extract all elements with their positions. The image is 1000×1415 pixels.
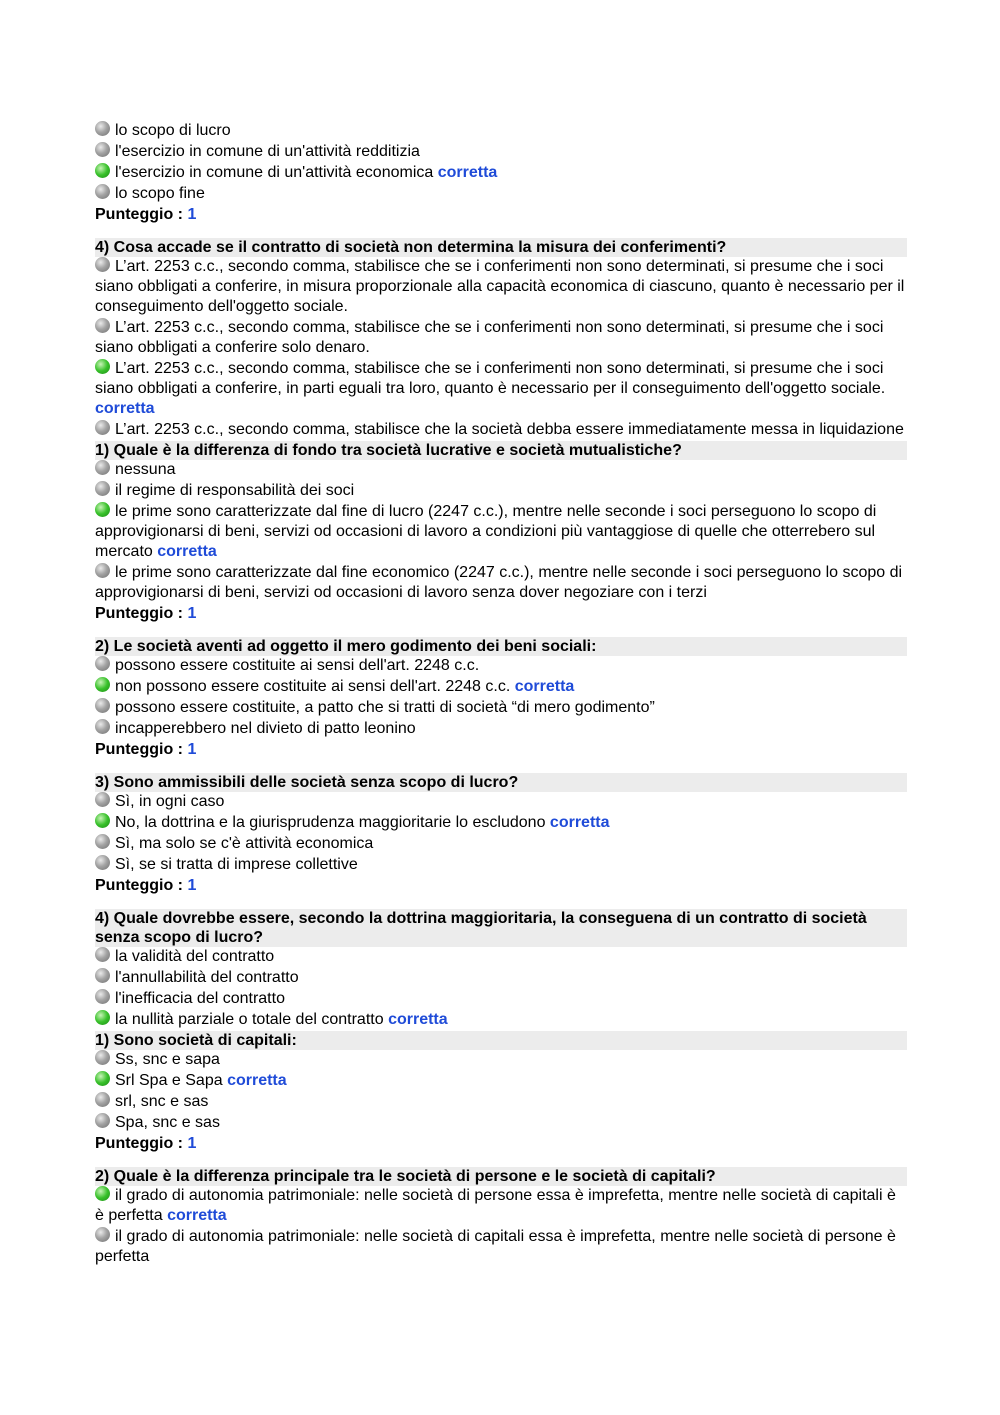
score-line (95, 604, 907, 624)
answer-text: nessuna (115, 461, 176, 478)
answer-option (95, 1071, 907, 1091)
answer-option (95, 656, 907, 676)
question-text: 4) Cosa accade se il contratto di società non determina la misura dei conferimenti? (95, 238, 907, 257)
answer-option (95, 257, 907, 317)
gray-dot-icon (95, 121, 110, 136)
answer-option (95, 502, 907, 562)
answer-text: il grado di autonomia patrimoniale: nelle società di persone essa è imprefetta, mentre nelle società di capitali è è perfetta (95, 1187, 896, 1224)
gray-dot-icon (95, 1050, 110, 1065)
gray-dot-icon (95, 142, 110, 157)
green-dot-icon (95, 813, 110, 828)
answer-text: l'esercizio in comune di un'attività redditizia (115, 143, 420, 160)
answer-text: Srl Spa e Sapa (115, 1072, 223, 1089)
answer-option (95, 1092, 907, 1112)
answer-option (95, 1050, 907, 1070)
answer-text: srl, snc e sas (115, 1093, 209, 1110)
correct-label: corretta (437, 164, 498, 181)
question-text: 1) Sono società di capitali: (95, 1031, 907, 1050)
gray-dot-icon (95, 460, 110, 475)
answer-text: Spa, snc e sas (115, 1114, 220, 1131)
gray-dot-icon (95, 563, 110, 578)
question-block (95, 1031, 907, 1167)
answer-option (95, 1227, 907, 1267)
gray-dot-icon (95, 1092, 110, 1107)
block-spacer (95, 896, 907, 909)
block-spacer (95, 624, 907, 637)
gray-dot-icon (95, 968, 110, 983)
question-block (95, 441, 907, 637)
gray-dot-icon (95, 481, 110, 496)
answer-option (95, 968, 907, 988)
gray-dot-icon (95, 420, 110, 435)
correct-label: corretta (549, 814, 610, 831)
answer-text: incapperebbero nel divieto di patto leonino (115, 720, 416, 737)
answer-text: lo scopo fine (115, 185, 205, 202)
answer-option (95, 420, 907, 440)
question-text: 2) Quale è la differenza principale tra le società di persone e le società di capitali? (95, 1167, 907, 1186)
answer-option (95, 481, 907, 501)
question-block (95, 1167, 907, 1267)
score-value: 1 (187, 741, 197, 758)
answer-text: L’art. 2253 c.c., secondo comma, stabilisce che se i conferimenti non sono determinati, si presume che i soci siano obbligati a conferire, in parti eguali tra loro, quanto è necessario per il conseguimento dell'oggetto sociale. (95, 360, 886, 397)
answer-option (95, 1113, 907, 1133)
answer-text: No, la dottrina e la giurisprudenza maggioritarie lo escludono (115, 814, 546, 831)
answer-text: la nullità parziale o totale del contratto (115, 1011, 384, 1028)
green-dot-icon (95, 677, 110, 692)
answer-text: L’art. 2253 c.c., secondo comma, stabilisce che se i conferimenti non sono determinati, si presume che i soci siano obbligati a conferire solo denaro. (95, 319, 884, 356)
answer-text: L’art. 2253 c.c., secondo comma, stabilisce che la società debba essere immediatamente messa in liquidazione (115, 421, 904, 438)
answer-text: Sì, se si tratta di imprese collettive (115, 856, 358, 873)
gray-dot-icon (95, 855, 110, 870)
gray-dot-icon (95, 947, 110, 962)
answer-option (95, 792, 907, 812)
block-spacer (95, 1154, 907, 1167)
question-text: 3) Sono ammissibili delle società senza scopo di lucro? (95, 773, 907, 792)
correct-label: corretta (514, 678, 575, 695)
answer-text: Ss, snc e sapa (115, 1051, 220, 1068)
answer-option (95, 460, 907, 480)
answer-text: il regime di responsabilità dei soci (115, 482, 355, 499)
gray-dot-icon (95, 1113, 110, 1128)
score-label: Punteggio : (95, 741, 183, 758)
answer-option (95, 677, 907, 697)
answer-text: Sì, ma solo se c'è attività economica (115, 835, 374, 852)
score-value: 1 (187, 1135, 197, 1152)
score-value: 1 (187, 605, 197, 622)
score-label: Punteggio : (95, 1135, 183, 1152)
green-dot-icon (95, 1071, 110, 1086)
question-text: 4) Quale dovrebbe essere, secondo la dottrina maggioritaria, la conseguena di un contratto di società senza scopo di lucro? (95, 909, 907, 947)
correct-label: corretta (227, 1072, 287, 1089)
question-text: 2) Le società aventi ad oggetto il mero godimento dei beni sociali: (95, 637, 907, 656)
green-dot-icon (95, 1186, 110, 1201)
answer-text: le prime sono caratterizzate dal fine economico (2247 c.c.), mentre nelle seconde i soci perseguono lo scopo di approvigionarsi di beni, servizi od occasioni di lavoro senza dover negoziare con i terzi (95, 564, 903, 601)
correct-label: corretta (167, 1207, 227, 1224)
question-block (95, 909, 907, 1030)
answer-option (95, 855, 907, 875)
correct-label: corretta (157, 543, 217, 560)
answer-text: l'esercizio in comune di un'attività economica (115, 164, 434, 181)
question-text: 1) Quale è la differenza di fondo tra società lucrative e società mutualistiche? (95, 441, 907, 460)
gray-dot-icon (95, 792, 110, 807)
gray-dot-icon (95, 656, 110, 671)
answer-option (95, 1186, 907, 1226)
gray-dot-icon (95, 834, 110, 849)
answer-option (95, 563, 907, 603)
answer-text: possono essere costituite, a patto che si tratti di società “di mero godimento” (115, 699, 655, 716)
green-dot-icon (95, 359, 110, 374)
answer-text: L’art. 2253 c.c., secondo comma, stabilisce che se i conferimenti non sono determinati, si presume che i soci siano obbligati a conferire, in misura proporzionale alla capacità economica di ciascuno, quanto è necessario per il conseguimento dell'oggetto sociale. (95, 258, 905, 315)
question-block (95, 121, 907, 238)
question-block (95, 238, 907, 440)
answer-option (95, 1010, 907, 1030)
answer-text: l'annullabilità del contratto (115, 969, 299, 986)
answer-text: non possono essere costituite ai sensi dell'art. 2248 c.c. (115, 678, 511, 695)
answer-option (95, 719, 907, 739)
gray-dot-icon (95, 1227, 110, 1242)
gray-dot-icon (95, 989, 110, 1004)
quiz-content (95, 121, 907, 1268)
answer-option (95, 813, 907, 833)
answer-text: la validità del contratto (115, 948, 275, 965)
block-spacer (95, 760, 907, 773)
score-line (95, 205, 907, 225)
answer-option (95, 698, 907, 718)
score-line (95, 1134, 907, 1154)
answer-option (95, 184, 907, 204)
score-label: Punteggio : (95, 877, 183, 894)
answer-text: Sì, in ogni caso (115, 793, 225, 810)
block-spacer (95, 225, 907, 238)
answer-option (95, 834, 907, 854)
score-line (95, 876, 907, 896)
answer-text: possono essere costituite ai sensi dell'art. 2248 c.c. (115, 657, 480, 674)
answer-option (95, 318, 907, 358)
score-value: 1 (187, 877, 197, 894)
answer-text: il grado di autonomia patrimoniale: nelle società di capitali essa è imprefetta, mentre nelle società di persone è perfetta (95, 1228, 896, 1265)
gray-dot-icon (95, 318, 110, 333)
gray-dot-icon (95, 719, 110, 734)
answer-option (95, 142, 907, 162)
green-dot-icon (95, 502, 110, 517)
score-line (95, 740, 907, 760)
correct-label: corretta (95, 400, 155, 417)
score-label: Punteggio : (95, 206, 183, 223)
gray-dot-icon (95, 698, 110, 713)
gray-dot-icon (95, 257, 110, 272)
question-block (95, 637, 907, 773)
green-dot-icon (95, 1010, 110, 1025)
correct-label: corretta (388, 1011, 448, 1028)
score-value: 1 (187, 206, 197, 223)
answer-option (95, 163, 907, 183)
answer-text: l'inefficacia del contratto (115, 990, 285, 1007)
green-dot-icon (95, 163, 110, 178)
question-block (95, 773, 907, 909)
score-label: Punteggio : (95, 605, 183, 622)
answer-option (95, 121, 907, 141)
answer-option (95, 947, 907, 967)
answer-text: lo scopo di lucro (115, 122, 231, 139)
answer-option (95, 989, 907, 1009)
answer-option (95, 359, 907, 419)
gray-dot-icon (95, 184, 110, 199)
answer-text: le prime sono caratterizzate dal fine di lucro (2247 c.c.), mentre nelle seconde i soci perseguono lo scopo di approvigionarsi di beni, servizi od occasioni di lavoro a condizioni più vantaggiose di quelle che otterrebero sul mercato (95, 503, 877, 560)
